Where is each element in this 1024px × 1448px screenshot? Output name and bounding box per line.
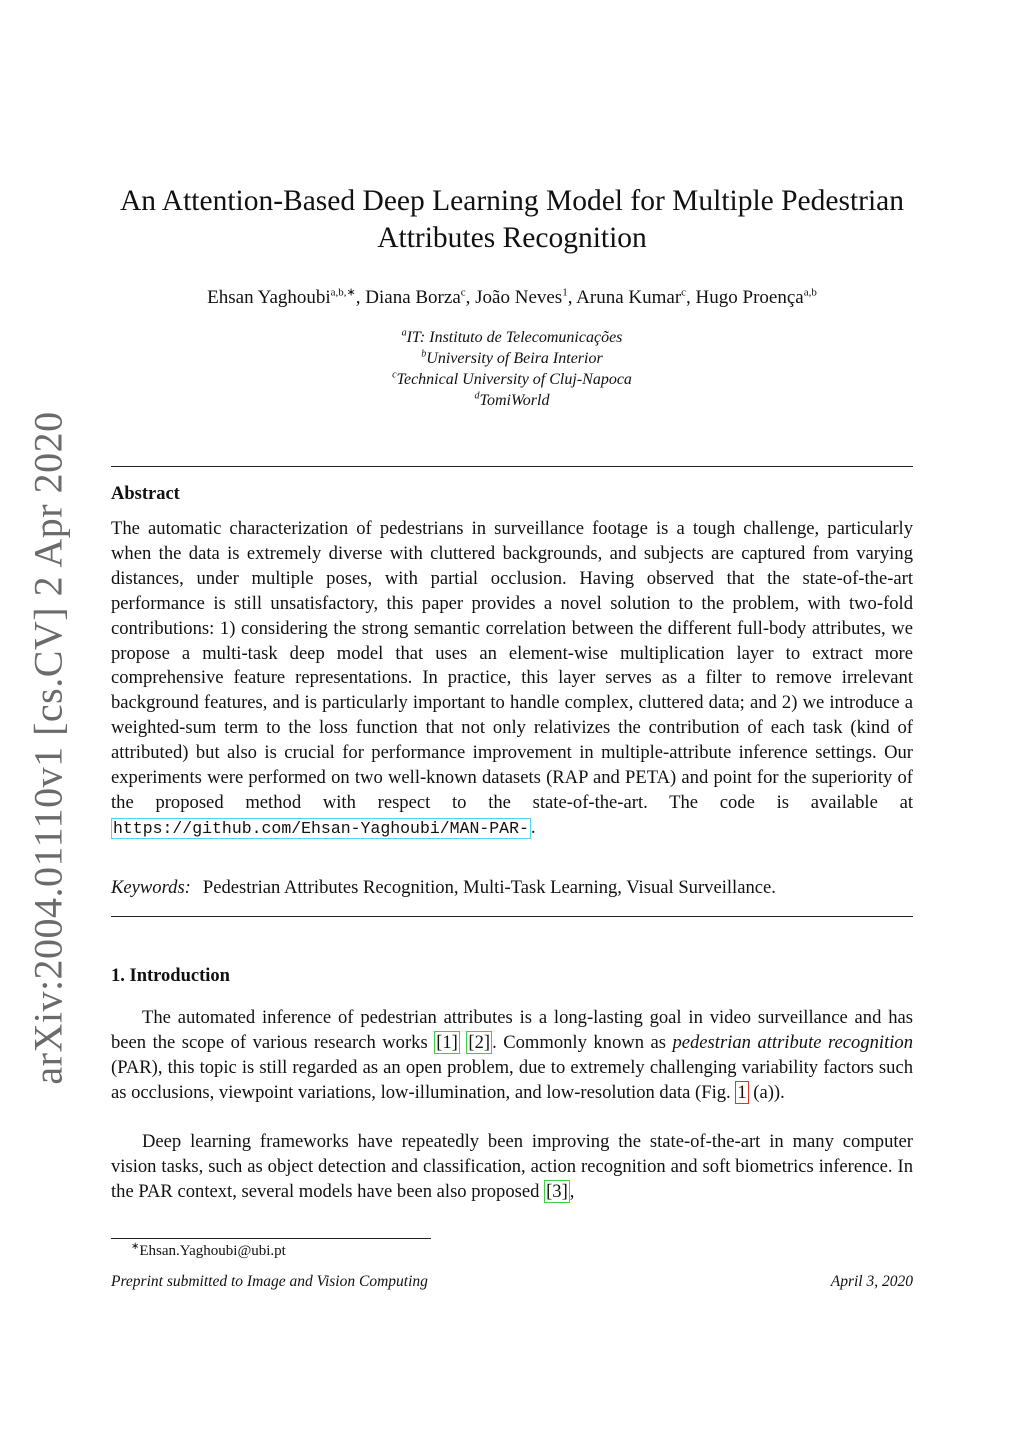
footnote [131, 1241, 286, 1261]
abstract-heading: Abstract [111, 484, 180, 504]
author-affiliation-mark: a,b [803, 286, 817, 299]
footnote-email: Ehsan.Yaghoubi@ubi.pt [139, 1243, 286, 1259]
citation-link[interactable]: [1] [436, 1031, 458, 1053]
title-line-2: Attributes Recognition [377, 222, 647, 254]
author-separator: , [355, 287, 366, 308]
affiliation-text: TomiWorld [479, 392, 550, 409]
affiliation-text: IT: Instituto de Telecomunicações [406, 329, 623, 346]
affiliation-item [100, 369, 924, 390]
arxiv-identifier-stamp: arXiv:2004.01110v1 [cs.CV] 2 Apr 2020 [25, 411, 71, 1085]
author-name: Aruna Kumar [576, 287, 682, 308]
abstract-body [111, 517, 913, 842]
footnote-mark: ∗ [131, 1241, 140, 1252]
affiliation-item [100, 327, 924, 348]
abstract-end-punctuation: . [530, 816, 536, 838]
author-name: João Neves [475, 287, 563, 308]
introduction-paragraph-1 [111, 1006, 913, 1106]
author-name: Diana Borza [365, 287, 461, 308]
affiliation-mark: b [421, 348, 427, 360]
author-affiliation-mark: c [681, 286, 687, 299]
paragraph-text: (PAR), this topic is still regarded as an open problem, due to extremely challenging variability factors such as occlusions, viewpoint variations, low-illumination, and low-resolution data (Fig. [111, 1056, 913, 1103]
paragraph-text: Deep learning frameworks have repeatedly been improving the state-of-the-art in many computer vision tasks, such as object detection and classification, action recognition and soft biometrics inference. In the PAR context, several models have been also proposed [111, 1131, 913, 1202]
affiliation-item [100, 390, 924, 411]
abstract-bottom-rule [111, 916, 913, 917]
footer-date: April 3, 2020 [830, 1273, 913, 1290]
footnote-rule [111, 1238, 431, 1239]
citation-link[interactable]: [2] [468, 1031, 491, 1053]
emphasized-term: pedestrian attribute recognition [672, 1031, 914, 1053]
code-repository-link[interactable]: https://github.com/Ehsan-Yaghoubi/MAN-PAR- [113, 818, 529, 838]
abstract-top-rule [111, 466, 913, 467]
abstract-text: The automatic characterization of pedestrians in surveillance footage is a tough challenge, particularly when the data is extremely diverse with cluttered backgrounds, and subjects are captured from varying distances, under multiple poses, with partial occlusion. Having observed that the state-of-the-art performance is still unsatisfactory, this paper provides a novel solution to the problem, with two-fold contributions: 1) considering the strong semantic correlation between the different full-body attributes, we propose a multi-task deep model that uses an element-wise multiplication layer to extract more comprehensive feature representations. In practice, this layer serves as a filter to remove irrelevant background features, and is particularly important to handle complex, cluttered data; and 2) we introduce a weighted-sum term to the loss function that not only relativizes the contribution of each task (kind of attributed) but also is crucial for performance improvement in multiple-attribute inference settings. Our experiments were performed on two well-known datasets (RAP and PETA) and point for the superiority of the proposed method with respect to the state-of-the-art. The code is available at [111, 518, 913, 813]
affiliation-text: Technical University of Cluj-Napoca [396, 371, 632, 388]
affiliation-list [100, 327, 924, 411]
figure-reference-link[interactable]: 1 [737, 1081, 747, 1103]
author-separator: , [465, 287, 476, 308]
affiliation-mark: a [401, 327, 407, 339]
author-name: Ehsan Yaghoubi [207, 287, 331, 308]
paragraph-text: , [569, 1180, 575, 1202]
author-name: Hugo Proença [695, 287, 804, 308]
paper-title [100, 183, 924, 257]
title-line-1: An Attention-Based Deep Learning Model for Multiple Pedestrian [119, 185, 905, 217]
author-affiliation-mark: c [460, 286, 466, 299]
footer-submission-note: Preprint submitted to Image and Vision Computing [111, 1273, 428, 1290]
affiliation-mark: d [474, 390, 480, 402]
keywords-text: Pedestrian Attributes Recognition, Multi-Task Learning, Visual Surveillance. [202, 877, 776, 898]
affiliation-text: University of Beira Interior [426, 350, 603, 367]
author-separator: , [686, 287, 696, 308]
author-list [100, 286, 924, 310]
paragraph-text: . Commonly known as [492, 1031, 673, 1053]
affiliation-item [100, 348, 924, 369]
keywords-line [111, 876, 913, 900]
paragraph-text: (a)). [748, 1081, 785, 1103]
introduction-paragraph-2 [111, 1130, 913, 1205]
author-separator: , [567, 287, 577, 308]
paragraph-text: The automated inference of pedestrian attributes is a long-lasting goal in video surveillance and has been the scope of various research works [111, 1007, 913, 1053]
introduction-heading: 1. Introduction [111, 966, 230, 986]
citation-link[interactable]: [3] [546, 1180, 568, 1202]
affiliation-mark: c [392, 369, 397, 381]
keywords-label: Keywords: [111, 877, 191, 898]
author-affiliation-mark: a,b,∗ [330, 286, 356, 299]
author-affiliation-mark: 1 [562, 286, 568, 299]
